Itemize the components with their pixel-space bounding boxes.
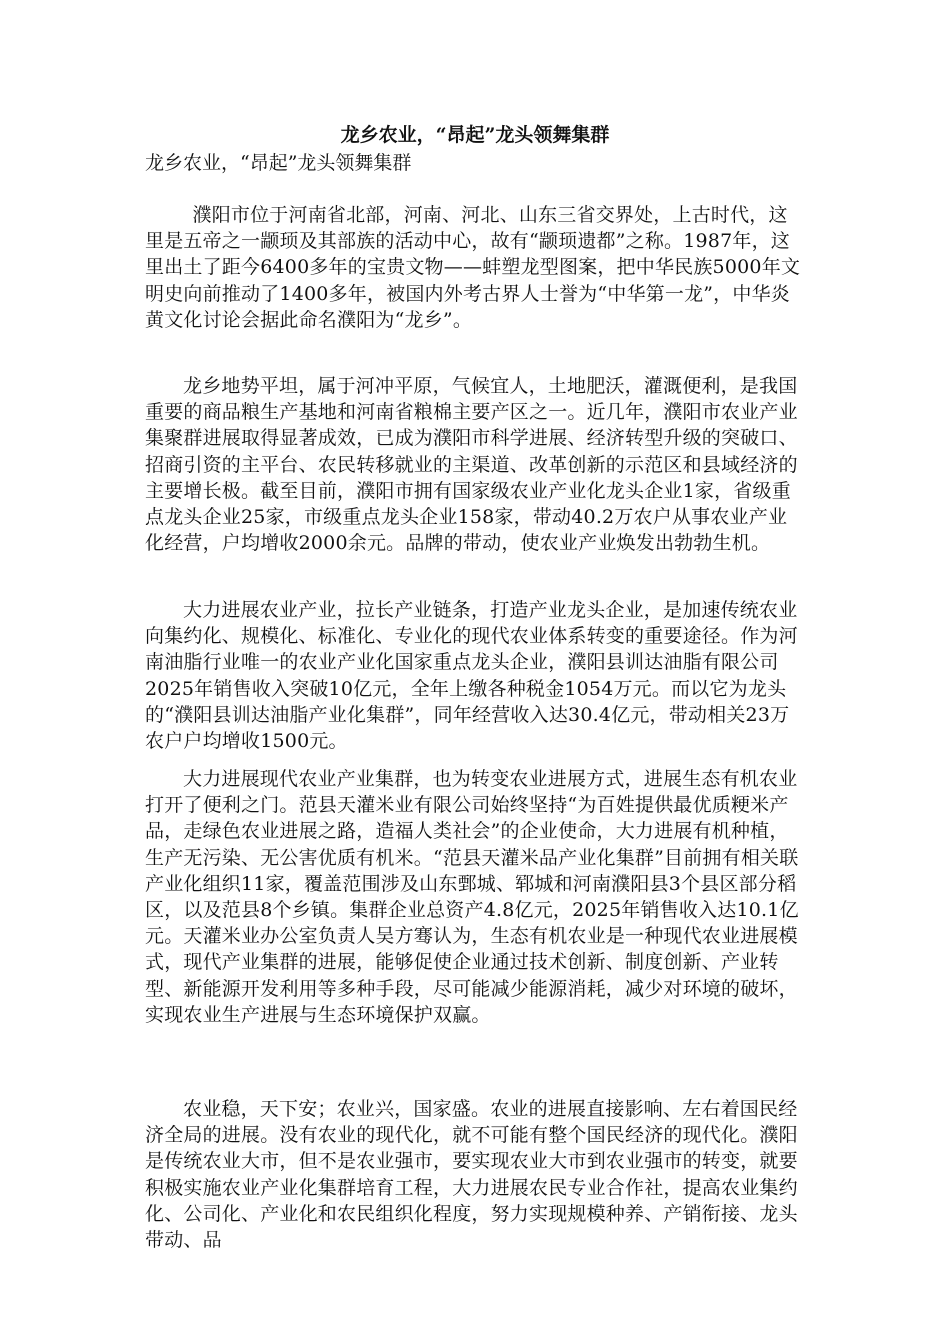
paragraph: 大力进展现代农业产业集群，也为转变农业进展方式，进展生态有机农业打开了便利之门。范县天灌米业有限公司始终坚持“为百姓提供最优质粳米产品，走绿色农业进展之路，造福人类社会”的企业使命，大力进展有机种植，生产无污染、无公害优质有机米。“范县天灌米品产业化集群”目前拥有相关联产业化组织11家，覆盖范围涉及山东鄄城、郓城和河南濮阳县3个县区部分稻区，以及范县8个乡镇。集群企业总资产4.8亿元，2025年销售收入达10.1亿元。天灌米业办公室负责人吴方骞认为，生态有机农业是一种现代农业进展模式，现代产业集群的进展，能够促使企业通过技术创新、制度创新、产业转型、新能源开发利用等多种手段，尽可能减少能源消耗，减少对环境的破坏，实现农业生产进展与生态环境保护双赢。 [145,768,799,1026]
document-title: 龙乡农业，“昂起”龙头领舞集群 [340,124,610,146]
paragraph: 濮阳市位于河南省北部，河南、河北、山东三省交界处，上古时代，这里是五帝之一颛顼及其部族的活动中心，故有“颛顼遗都”之称。1987年，这里出土了距今6400多年的宝贵文物——蚌塑龙型图案，把中华民族5000年文明史向前推动了1400多年，被国内外考古界人士誉为“中华第一龙”，中华炎黄文化讨论会据此命名濮阳为“龙乡”。 [145,204,801,331]
paragraph: 农业稳，天下安；农业兴，国家盛。农业的进展直接影响、左右着国民经济全局的进展。没有农业的现代化，就不可能有整个国民经济的现代化。濮阳是传统农业大市，但不是农业强市，要实现农业大市到农业强市的转变，就要积极实施农业产业化集群培育工程，大力进展农民专业合作社，提高农业集约化、公司化、产业化和农民组织化程度，努力实现规模种养、产销衔接、龙头带动、品 [145,1098,798,1252]
paragraph: 大力进展农业产业，拉长产业链条，打造产业龙头企业，是加速传统农业向集约化、规模化、标准化、专业化的现代农业体系转变的重要途径。作为河南油脂行业唯一的农业产业化国家重点龙头企业，濮阳县训达油脂有限公司2025年销售收入突破10亿元，全年上缴各种税金1054万元。而以它为龙头的“濮阳县训达油脂产业化集群”，同年经营收入达30.4亿元，带动相关23万农户户均增收1500元。 [145,599,798,753]
document-subtitle: 龙乡农业，“昂起”龙头领舞集群 [145,152,412,174]
paragraph: 龙乡地势平坦，属于河冲平原，气候宜人，土地肥沃，灌溉便利，是我国重要的商品粮生产基地和河南省粮棉主要产区之一。近几年，濮阳市农业产业集聚群进展取得显著成效，已成为濮阳市科学进展、经济转型升级的突破口、招商引资的主平台、农民转移就业的主渠道、改革创新的示范区和县域经济的主要增长极。截至目前，濮阳市拥有国家级农业产业化龙头企业1家，省级重点龙头企业25家，市级重点龙头企业158家，带动40.2万农户从事农业产业化经营，户均增收2000余元。品牌的带动，使农业产业焕发出勃勃生机。 [145,375,798,555]
